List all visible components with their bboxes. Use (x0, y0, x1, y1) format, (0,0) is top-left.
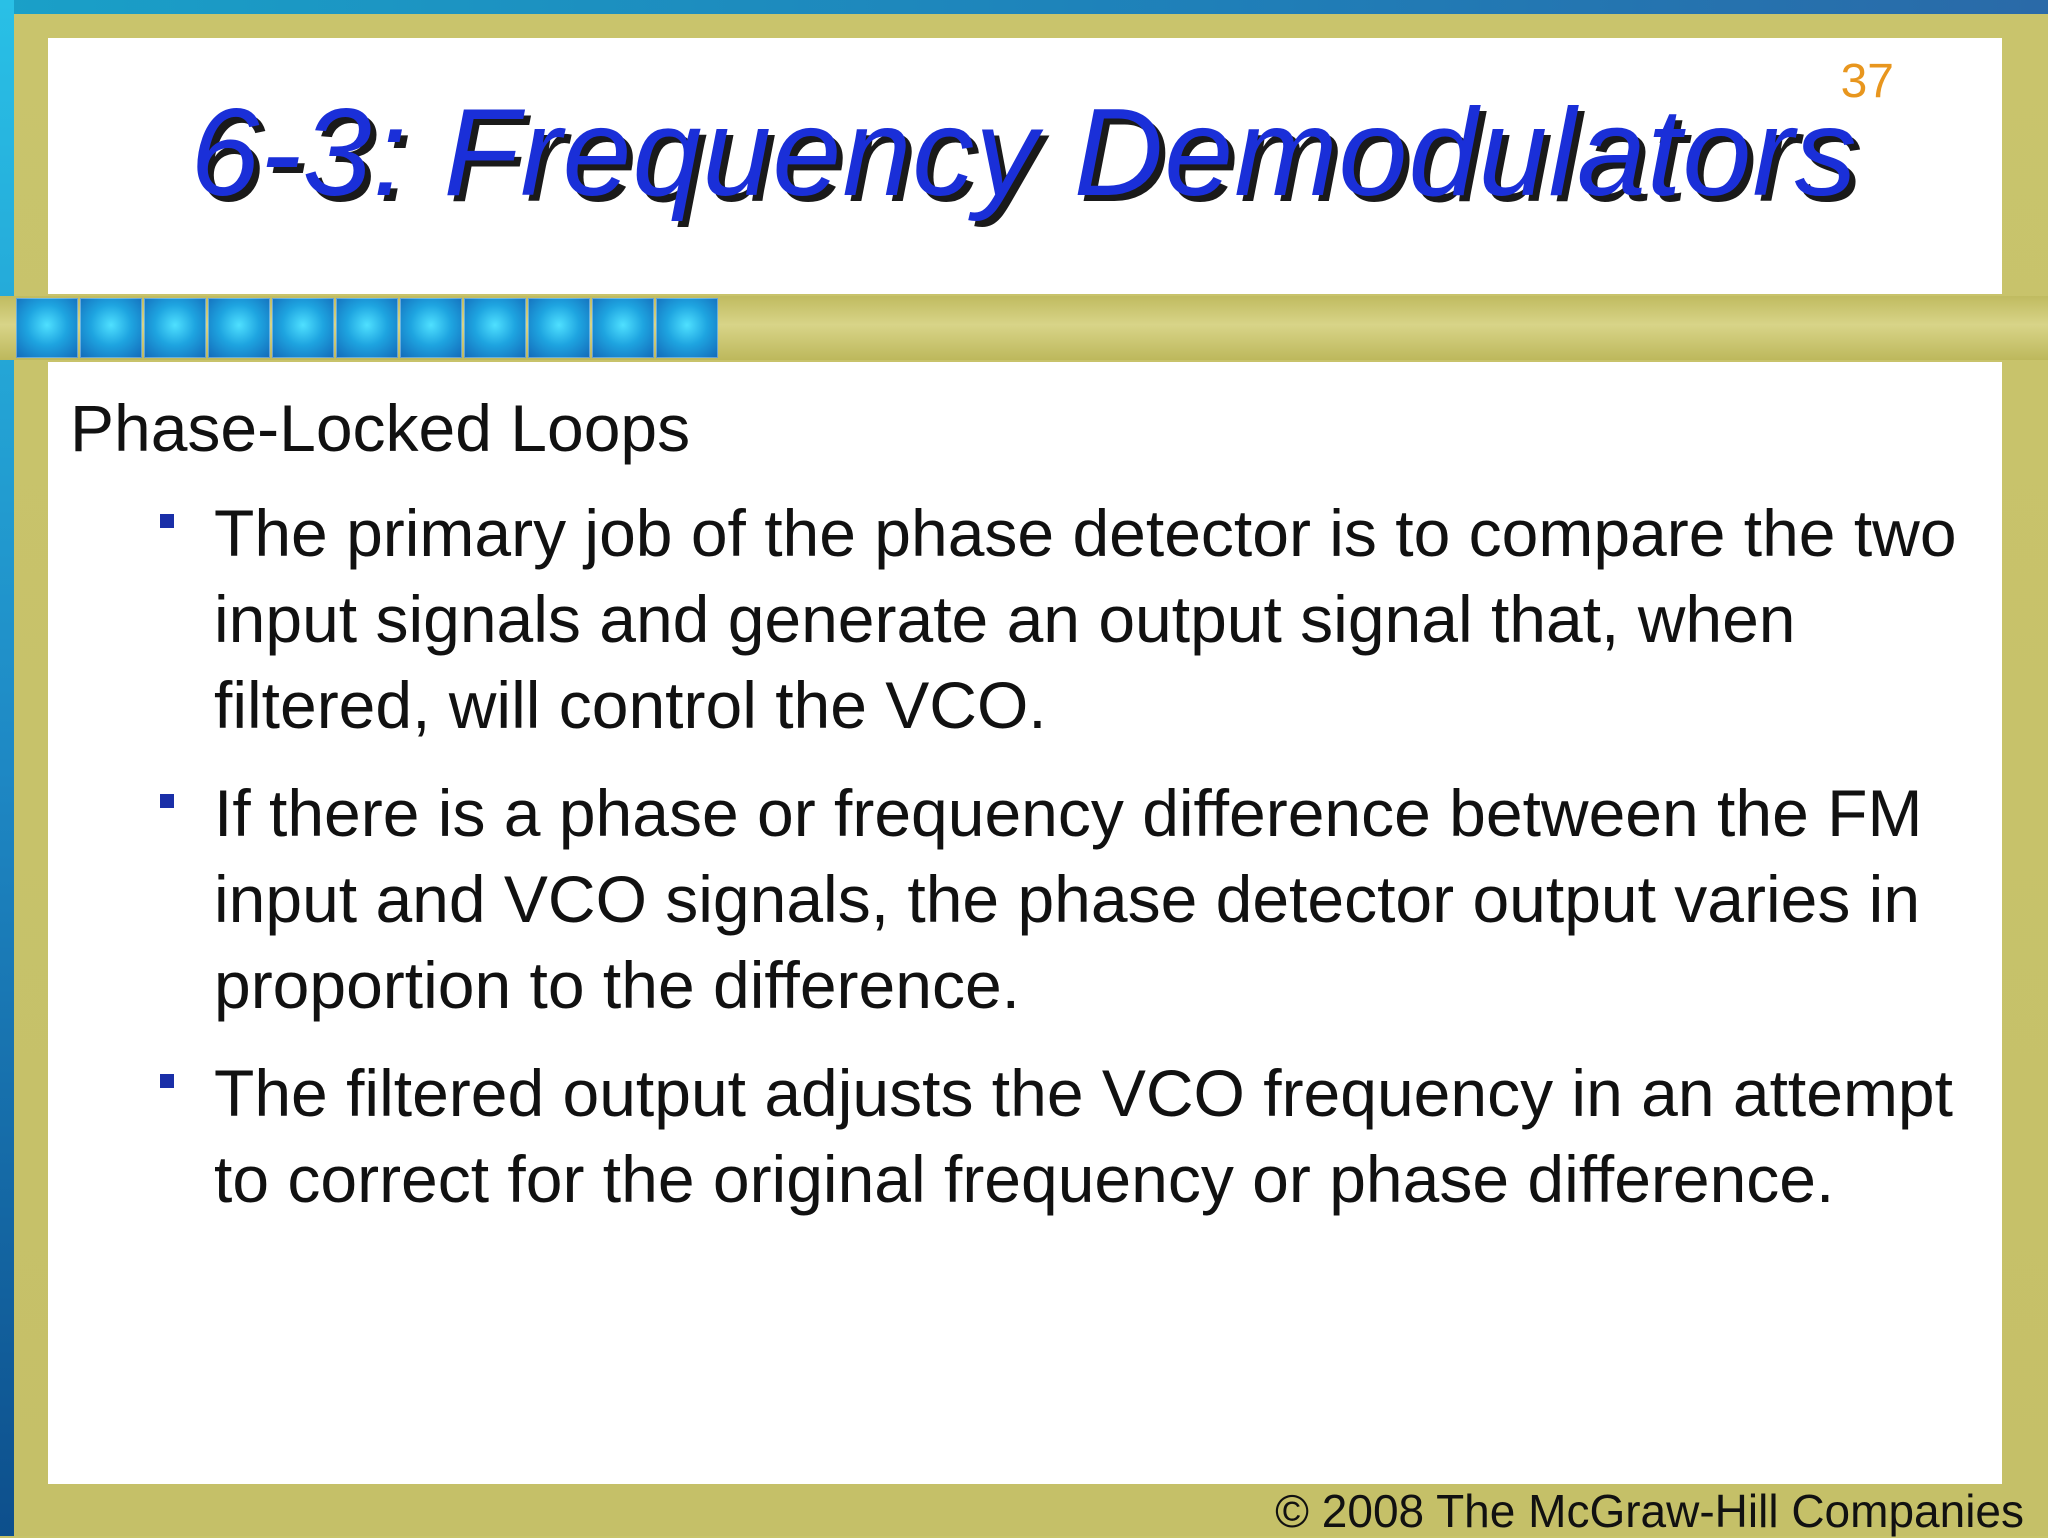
bullet-item (160, 490, 1980, 748)
slide-number: 37 (1840, 55, 1894, 108)
bullet-text: The filtered output adjusts the VCO frequency in an attempt to correct for the original frequency or phase difference. (214, 1056, 1953, 1216)
section-heading: Phase-Locked Loops (70, 391, 691, 465)
decorative-tile (80, 298, 142, 358)
square-bullet-icon (160, 794, 174, 808)
decorative-tile (528, 298, 590, 358)
decorative-tile (208, 298, 270, 358)
bullet-list (160, 490, 1980, 1244)
slide-title: 6-3: Frequency Demodulators (190, 84, 1858, 222)
bullet-item (160, 1050, 1980, 1222)
decorative-tile (656, 298, 718, 358)
bullet-item (160, 770, 1980, 1028)
copyright-footer: © 2008 The McGraw-Hill Companies (1275, 1485, 2024, 1537)
top-accent-strip (0, 0, 2048, 14)
square-bullet-icon (160, 1074, 174, 1088)
bullet-text: If there is a phase or frequency difference between the FM input and VCO signals, the phase detector output varies in proportion to the difference. (214, 776, 1923, 1022)
decorative-tile (400, 298, 462, 358)
decorative-tile (592, 298, 654, 358)
decorative-tiles (16, 298, 720, 358)
square-bullet-icon (160, 514, 174, 528)
decorative-tile (464, 298, 526, 358)
decorative-tile (16, 298, 78, 358)
decorative-tile (272, 298, 334, 358)
decorative-tile (144, 298, 206, 358)
bullet-text: The primary job of the phase detector is to compare the two input signals and generate an output signal that, when filtered, will control the VCO. (214, 496, 1957, 742)
decorative-tile (336, 298, 398, 358)
left-accent-strip (0, 0, 14, 1536)
